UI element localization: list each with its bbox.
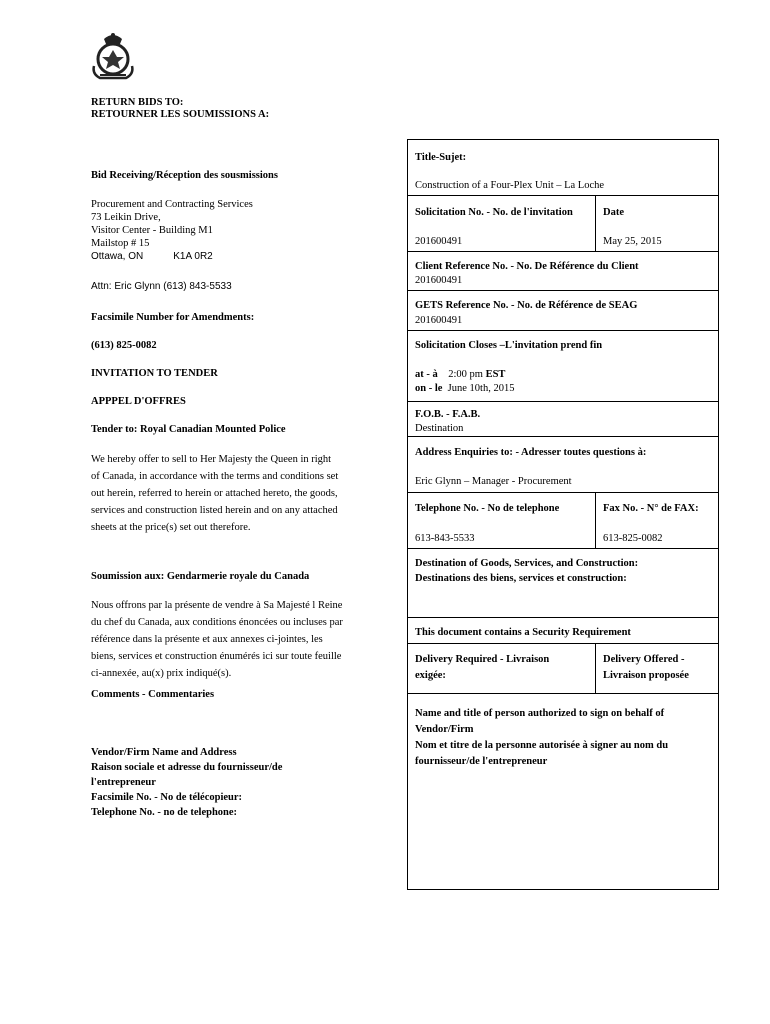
authorized-line: Nom et titre de la personne autorisée à signer au nom du <box>415 740 669 751</box>
address-line: Mailstop # 15 <box>91 238 150 249</box>
comments-label: Comments - Commentaries <box>91 689 215 700</box>
vendor-block <box>91 745 371 820</box>
offer-en-line: sheets at the price(s) set out therefore. <box>91 522 251 533</box>
phone-fax-row <box>408 493 718 549</box>
offer-en-line: We hereby offer to sell to Her Majesty the Queen in right <box>91 454 332 465</box>
address-line: Visitor Center - Building M1 <box>91 225 213 236</box>
telephone-label: Telephone No. - No de telephone <box>415 503 560 514</box>
date-label: Date <box>603 207 624 218</box>
address-city: Ottawa, ON <box>91 251 144 262</box>
date-value: May 25, 2015 <box>603 236 662 247</box>
fax-value: 613-825-0082 <box>603 533 663 544</box>
solicitation-info-table <box>407 139 719 890</box>
authorized-signer-block <box>408 706 668 770</box>
closes-label: Solicitation Closes –L'invitation prend fin <box>415 340 603 351</box>
delivery-offered-line: Delivery Offered - <box>603 654 685 665</box>
fax-label: Fax No. - N° de FAX: <box>603 503 699 514</box>
offer-fr-line: Nous offrons par la présente de vendre à Sa Majesté l Reine <box>91 600 343 611</box>
vendor-line: Telephone No. - no de telephone: <box>91 807 238 818</box>
on-date: June 10th, 2015 <box>447 383 515 394</box>
telephone-value: 613-843-5533 <box>415 533 475 544</box>
delivery-offered <box>596 652 689 684</box>
security-row <box>408 618 718 644</box>
return-bids-fr: RETOURNER LES SOUMISSIONS A: <box>91 109 270 120</box>
facsimile-amend-value: (613) 825-0082 <box>91 340 157 351</box>
enquiries-row <box>408 437 718 493</box>
delivery-required <box>408 652 549 684</box>
at-time: 2:00 pm <box>448 369 483 380</box>
delivery-required-line: Delivery Required - Livraison <box>415 654 550 665</box>
return-bids-heading <box>91 97 269 121</box>
vendor-line: Vendor/Firm Name and Address <box>91 747 237 758</box>
solicitation-closes-row <box>408 331 718 402</box>
rcmp-crest-logo <box>90 30 136 82</box>
enquiries-value: Eric Glynn – Manager - Procurement <box>415 476 572 487</box>
authorized-line: Vendor/Firm <box>415 724 474 735</box>
destination-line2: Destinations des biens, services et construction: <box>415 573 627 584</box>
client-ref-label: Client Reference No. - No. De Référence du Client <box>415 261 639 272</box>
title-label: Title-Sujet: <box>415 152 467 163</box>
gets-ref-label: GETS Reference No. - No. de Référence de SEAG <box>415 300 638 311</box>
title-value: Construction of a Four-Plex Unit – La Loche <box>415 180 605 191</box>
bid-receiving-address <box>91 198 371 263</box>
delivery-required-line: exigée: <box>415 670 446 681</box>
soumission-aux: Soumission aux: Gendarmerie royale du Canada <box>91 571 310 582</box>
delivery-row <box>408 644 718 694</box>
on-label: on - le <box>415 383 443 394</box>
address-line: Procurement and Contracting Services <box>91 199 253 210</box>
title-row <box>408 140 718 196</box>
tender-to: Tender to: Royal Canadian Mounted Police <box>91 424 286 435</box>
offer-en-paragraph <box>91 451 371 536</box>
closes-on <box>408 382 514 395</box>
enquiries-label: Address Enquiries to: - Adresser toutes questions à: <box>415 447 647 458</box>
at-timezone: EST <box>485 369 506 380</box>
vendor-line: Raison sociale et adresse du fournisseur/de <box>91 762 283 773</box>
vendor-line: l'entrepreneur <box>91 777 156 788</box>
appel-doffres: APPPEL D'OFFRES <box>91 396 186 407</box>
fob-row <box>408 402 718 437</box>
at-label: at - à <box>415 369 438 380</box>
gets-ref-value: 201600491 <box>415 315 463 326</box>
authorized-line: fournisseur/de l'entrepreneur <box>415 756 548 767</box>
fob-value: Destination <box>415 423 464 434</box>
attn-line: Attn: Eric Glynn (613) 843-5533 <box>91 281 232 292</box>
offer-fr-paragraph <box>91 597 371 682</box>
client-ref-row <box>408 252 718 291</box>
destination-row <box>408 549 718 618</box>
bid-receiving-heading: Bid Receiving/Réception des sousmissions <box>91 170 278 181</box>
return-bids-en: RETURN BIDS TO: <box>91 97 184 108</box>
invitation-to-tender: INVITATION TO TENDER <box>91 368 218 379</box>
delivery-offered-line: Livraison proposée <box>603 670 689 681</box>
vendor-line: Facsimile No. - No de télécopieur: <box>91 792 243 803</box>
solicitation-label: Solicitation No. - No. de l'invitation <box>415 207 573 218</box>
security-requirement: This document contains a Security Requirement <box>415 627 631 638</box>
offer-en-line: of Canada, in accordance with the terms and conditions set <box>91 471 339 482</box>
solicitation-value: 201600491 <box>415 236 463 247</box>
offer-en-line: services and construction listed herein and on any attached <box>91 505 338 516</box>
offer-fr-line: référence dans la présente et aux annexes ci-jointes, les <box>91 634 323 645</box>
closes-at <box>408 368 505 381</box>
authorized-line: Name and title of person authorized to sign on behalf of <box>415 708 665 719</box>
solicitation-row <box>408 196 718 252</box>
offer-fr-line: du chef du Canada, aux conditions énoncées ou incluses par <box>91 617 343 628</box>
client-ref-value: 201600491 <box>415 275 463 286</box>
gets-ref-row <box>408 291 718 331</box>
fob-label: F.O.B. - F.A.B. <box>415 409 481 420</box>
offer-fr-line: biens, services et construction énumérés ici sur toute feuille <box>91 651 342 662</box>
address-postal: K1A 0R2 <box>173 251 213 262</box>
destination-line1: Destination of Goods, Services, and Construction: <box>415 558 639 569</box>
address-line: 73 Leikin Drive, <box>91 212 161 223</box>
offer-fr-line: ci-annexée, au(x) prix indiqué(s). <box>91 668 232 679</box>
facsimile-amend-label: Facsimile Number for Amendments: <box>91 312 255 323</box>
offer-en-line: out herein, referred to herein or attached hereto, the goods, <box>91 488 338 499</box>
